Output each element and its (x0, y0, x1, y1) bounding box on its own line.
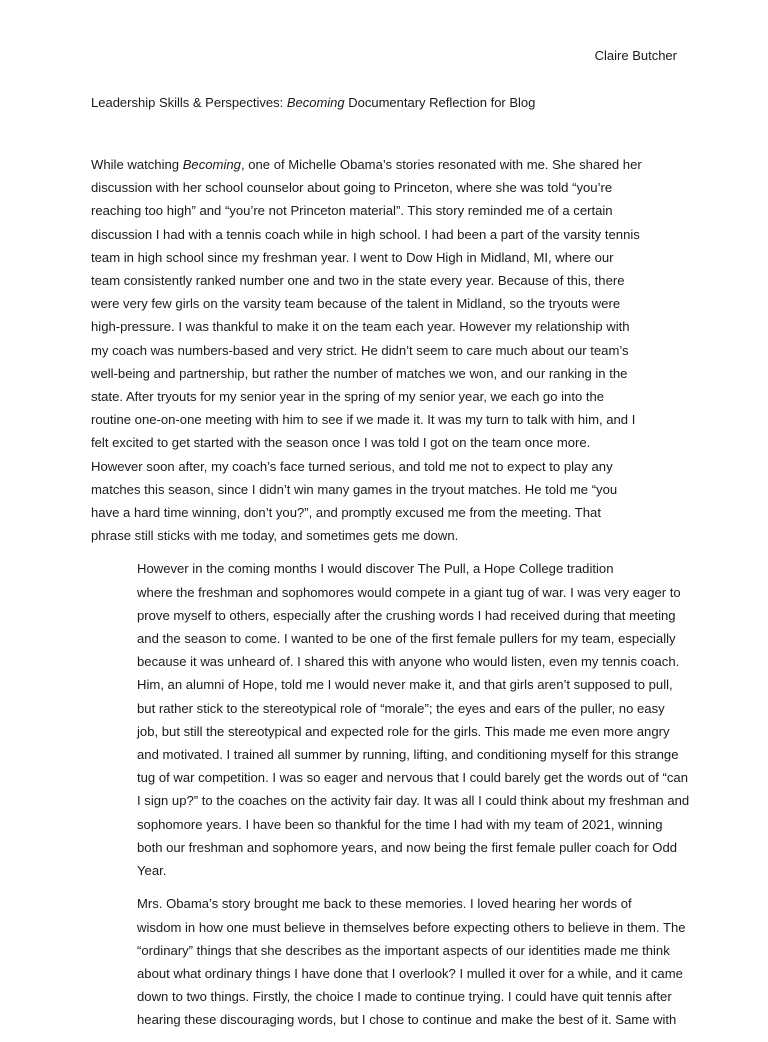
text-line (91, 408, 679, 431)
line-text: However soon after, my coach’s face turned serious, and told me not to expect to play any (91, 458, 613, 474)
line-text: reaching too high” and “you’re not Princeton material”. This story reminded me of a certain (91, 203, 613, 219)
paragraph-3 (91, 892, 686, 1031)
line-text: state. After tryouts for my senior year in the spring of my senior year, we each go into the (91, 389, 605, 405)
line-text: were very few girls on the varsity team because of the talent in Midland, so the tryouts were (91, 296, 621, 312)
line-text: job, but still the stereotypical and expected role for the girls. This made me even more angry (137, 723, 670, 739)
text-line (91, 627, 679, 650)
text-line (91, 269, 679, 292)
text-line (91, 385, 679, 408)
text-line (91, 813, 679, 836)
line-text: high-pressure. I was thankful to make it on the team each year. However my relationship with (91, 319, 630, 335)
line-text: have a hard time winning, don’t you?”, and promptly excused me from the meeting. That (91, 505, 601, 521)
text-line (91, 581, 679, 604)
text-line (91, 339, 679, 362)
line-text: discussion I had with a tennis coach while in high school. I had been a part of the varsity tennis (91, 226, 640, 242)
line-text: tug of war competition. I was so eager and nervous that I could barely get the words out of “can (137, 770, 688, 786)
text-line (91, 697, 679, 720)
text-line (91, 501, 679, 524)
line-text: about what ordinary things I have done that I overlook? I mulled it over for a while, and it came (137, 965, 683, 981)
text-line (91, 455, 679, 478)
paragraph-2 (91, 557, 690, 882)
text-line (91, 789, 690, 812)
text-line (91, 176, 679, 199)
text-line (91, 223, 679, 246)
line-text: “ordinary” things that she describes as the important aspects of our identities made me think (137, 942, 670, 958)
title-prefix: Leadership Skills & Perspectives: (91, 95, 287, 110)
text-line (91, 199, 679, 222)
text-line (91, 743, 679, 766)
line-text: team in high school since my freshman year. I went to Dow High in Midland, MI, where our (91, 249, 614, 265)
text-line (91, 766, 688, 789)
line-text: Year. (137, 863, 167, 879)
document-body (91, 153, 690, 1042)
line-text: I sign up?” to the coaches on the activity fair day. It was all I could think about my freshman and (137, 793, 690, 809)
text-line (91, 892, 679, 915)
line-text: team consistently ranked number one and two in the state every year. Because of this, there (91, 273, 625, 289)
text-line (91, 362, 679, 385)
line-text: discussion with her school counselor about going to Princeton, where she was told “you’re (91, 180, 613, 196)
line-text: hearing these discouraging words, but I chose to continue and make the best of it. Same with (137, 1012, 677, 1028)
line-text: While watching (91, 157, 183, 172)
document-title (91, 93, 535, 113)
text-line (91, 292, 679, 315)
text-line (91, 650, 679, 673)
paragraph-1 (91, 153, 679, 547)
text-line (91, 478, 679, 501)
line-text: down to two things. Firstly, the choice I made to continue trying. I could have quit tennis after (137, 989, 672, 1005)
line-text: because it was unheard of. I shared this with anyone who would listen, even my tennis coach. (137, 654, 680, 670)
text-line (91, 916, 686, 939)
line-text: Mrs. Obama’s story brought me back to these memories. I loved hearing her words of (137, 896, 632, 912)
text-line (91, 1008, 679, 1031)
text-line (91, 524, 679, 547)
text-line (91, 246, 679, 269)
text-line (91, 315, 679, 338)
line-text: well-being and partnership, but rather the number of matches we won, and our ranking in the (91, 365, 628, 381)
text-line (91, 153, 679, 176)
line-text: both our freshman and sophomore years, and now being the first female puller coach for Odd (137, 839, 678, 855)
line-text: sophomore years. I have been so thankful for the time I had with my team of 2021, winning (137, 816, 663, 832)
line-text: wisdom in how one must believe in themselves before expecting others to believe in them. The (137, 919, 686, 935)
emphasis-text: Becoming (182, 157, 241, 172)
text-line (91, 431, 679, 454)
title-emphasis: Becoming (286, 95, 345, 110)
line-text: felt excited to get started with the season once I was told I got on the team once more. (91, 435, 591, 451)
line-text: , one of Michelle Obama’s stories resonated with me. She shared her (240, 157, 642, 172)
line-text: phrase still sticks with me today, and sometimes gets me down. (91, 528, 459, 544)
line-text: but rather stick to the stereotypical role of “morale”; the eyes and ears of the puller, no easy (137, 700, 665, 716)
title-suffix: Documentary Reflection for Blog (344, 95, 536, 110)
text-line (91, 939, 679, 962)
line-text: routine one-on-one meeting with him to see if we made it. It was my turn to talk with him, and I (91, 412, 636, 428)
line-text: where the freshman and sophomores would compete in a giant tug of war. I was very eager to (137, 584, 681, 600)
line-text: and the season to come. I wanted to be one of the first female pullers for my team, especially (137, 631, 676, 647)
line-text: my coach was numbers-based and very strict. He didn’t seem to care much about our team’s (91, 342, 629, 358)
line-text: and motivated. I trained all summer by running, lifting, and conditioning myself for this strange (137, 747, 679, 763)
text-line (91, 962, 683, 985)
line-text: However in the coming months I would discover The Pull, a Hope College tradition (137, 561, 614, 577)
text-line (91, 836, 679, 859)
author-name: Claire Butcher (594, 48, 677, 63)
text-line (91, 604, 679, 627)
text-line (91, 720, 679, 743)
line-text: prove myself to others, especially after the crushing words I had received during that meeting (137, 607, 676, 623)
text-line (91, 673, 679, 696)
line-text: Him, an alumni of Hope, told me I would never make it, and that girls aren’t supposed to pull, (137, 677, 673, 693)
text-line (91, 859, 679, 882)
line-text: matches this season, since I didn’t win many games in the tryout matches. He told me “you (91, 481, 618, 497)
text-line (91, 557, 679, 580)
text-line (91, 985, 679, 1008)
